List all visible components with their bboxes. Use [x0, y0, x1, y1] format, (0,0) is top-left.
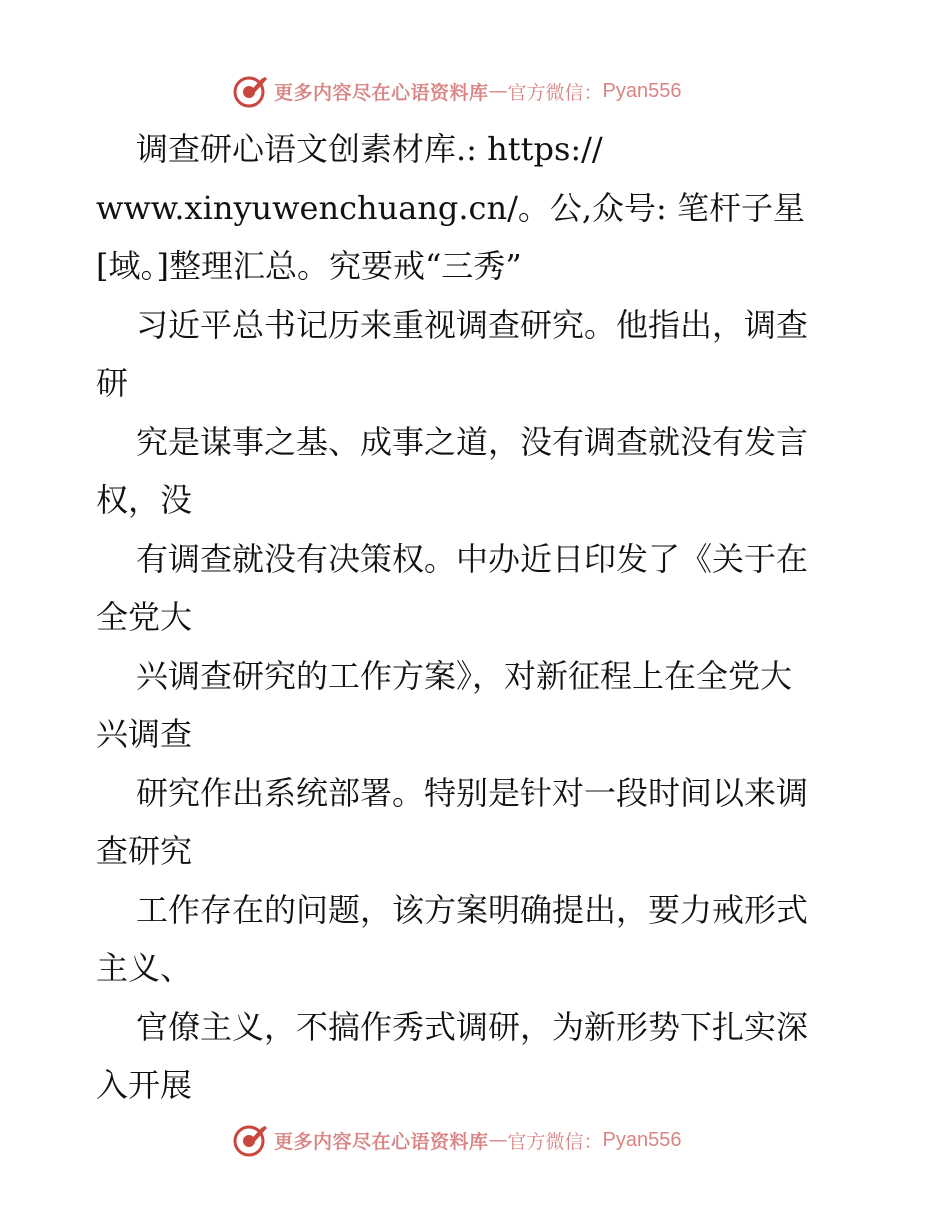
banner-text: 更多内容尽在心语资料库	[274, 81, 489, 104]
text-line: 权，没	[96, 481, 193, 519]
text-line: 研究作出系统部署。特别是针对一段时间以来调	[136, 773, 809, 812]
banner-dash: —	[488, 80, 508, 102]
text-line: 官僚主义，不搞作秀式调研，为新形势下扎实深	[136, 1007, 809, 1046]
text-line: 全党大	[96, 598, 193, 636]
banner-wechat-id: Pyan556	[602, 79, 682, 102]
text-line: 研	[96, 364, 129, 402]
text-line: 调查研心语文创素材库.: https://	[136, 130, 603, 168]
banner-wechat-label: 官方微信：	[507, 1130, 603, 1153]
text-line: 查研究	[96, 832, 193, 870]
text-line: 兴调查	[96, 715, 193, 753]
banner-wechat-label: 官方微信：	[507, 81, 603, 104]
text-line: 习近平总书记历来重视调查研究。他指出，调查	[136, 305, 809, 344]
text-line: 入开展	[96, 1066, 193, 1104]
text-line: www.xinyuwenchuang.cn/。公,众号: 笔杆子星	[96, 188, 805, 227]
text-line: 有调查就没有决策权。中办近日印发了《关于在	[136, 539, 809, 578]
text-line: 究是谋事之基、成事之道，没有调查就没有发言	[136, 422, 809, 461]
text-line: 兴调查研究的工作方案》，对新征程上在全党大	[136, 656, 793, 695]
quill-logo-icon	[232, 1121, 270, 1159]
text-line: [域。]整理汇总。究要戒“三秀”	[96, 247, 522, 285]
text-line: 主义、	[96, 949, 193, 987]
header-watermark-banner	[232, 72, 682, 110]
footer-watermark-banner	[232, 1121, 682, 1159]
banner-wechat-id: Pyan556	[602, 1128, 682, 1151]
document-body	[96, 120, 886, 1115]
quill-logo-icon	[232, 72, 270, 110]
banner-text: 更多内容尽在心语资料库	[274, 1130, 489, 1153]
banner-dash: —	[488, 1129, 508, 1151]
text-line: 工作存在的问题，该方案明确提出，要力戒形式	[136, 890, 809, 929]
